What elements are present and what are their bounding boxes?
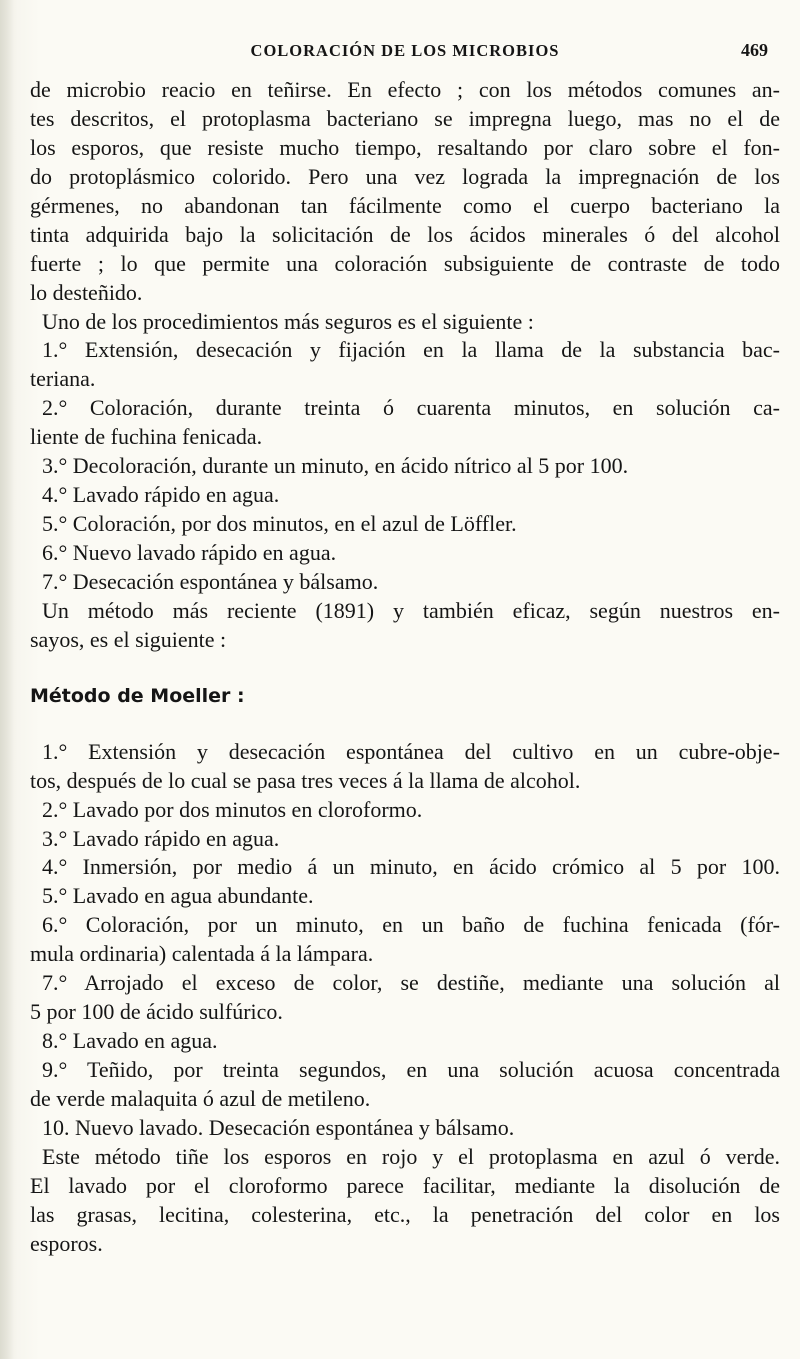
list-item: 2.° Coloración, durante treinta ó cuarenta minutos, en solución ca-: [42, 395, 780, 421]
text-line: las grasas, lecitina, colesterina, etc., la penetración del color en los: [30, 1201, 780, 1227]
running-head: COLORACIÓN DE LOS MICROBIOS: [250, 41, 560, 60]
body-text: [30, 76, 780, 1259]
list-item: 8.° Lavado en agua.: [42, 1028, 218, 1054]
text-line: Uno de los procedimientos más seguros es el siguiente :: [42, 308, 534, 334]
text-line: El lavado por el cloroformo parece facilitar, mediante la disolución de: [30, 1172, 780, 1198]
list-item: 1.° Extensión y desecación espontánea del cultivo en un cubre-obje-: [42, 738, 780, 764]
list-item: 5.° Lavado en agua abundante.: [42, 883, 314, 909]
text-line: Este método tiñe los esporos en rojo y el protoplasma en azul ó verde.: [42, 1143, 780, 1169]
text-line: fuerte ; lo que permite una coloración subsiguiente de contraste de todo: [30, 250, 780, 276]
text-line: 5 por 100 de ácido sulfúrico.: [30, 999, 283, 1025]
text-line: los esporos, que resiste mucho tiempo, resaltando por claro sobre el fon-: [30, 134, 780, 160]
text-line: de verde malaquita ó azul de metileno.: [30, 1085, 371, 1111]
text-line: liente de fuchina fenicada.: [30, 424, 263, 450]
list-item: 10. Nuevo lavado. Desecación espontánea y bálsamo.: [42, 1114, 515, 1140]
list-item: 1.° Extensión, desecación y fijación en la llama de la substancia bac-: [42, 337, 780, 363]
section-gap: [30, 711, 780, 738]
section-subheading: Método de Moeller :: [30, 684, 245, 707]
page-header: [30, 41, 780, 63]
list-item: 4.° Inmersión, por medio á un minuto, en ácido crómico al 5 por 100.: [42, 854, 780, 880]
list-item: 7.° Desecación espontánea y bálsamo.: [42, 568, 379, 594]
list-item: 9.° Teñido, por treinta segundos, en una solución acuosa concentrada: [42, 1057, 780, 1082]
list-item: 4.° Lavado rápido en agua.: [42, 482, 280, 508]
text-line: do protoplásmico colorido. Pero una vez lograda la impregnación de los: [30, 163, 780, 189]
list-item: 7.° Arrojado el exceso de color, se destiñe, mediante una solución al: [42, 970, 780, 996]
page-gutter-shadow: [0, 0, 14, 1359]
section-gap: [30, 655, 780, 682]
text-line: tinta adquirida bajo la solicitación de los ácidos minerales ó del alcohol: [30, 221, 780, 247]
text-line: tes descritos, el protoplasma bacteriano se impregna luego, mas no el de: [30, 105, 780, 131]
list-item: 3.° Lavado rápido en agua.: [42, 825, 280, 851]
text-line: lo desteñido.: [30, 279, 143, 305]
list-item: 3.° Decoloración, durante un minuto, en ácido nítrico al 5 por 100.: [42, 453, 629, 479]
text-line: gérmenes, no abandonan tan fácilmente como el cuerpo bacteriano la: [30, 192, 780, 218]
list-item: 6.° Coloración, por un minuto, en un baño de fuchina fenicada (fór-: [42, 912, 780, 938]
text-line: Un método más reciente (1891) y también eficaz, según nuestros en-: [42, 597, 780, 623]
list-item: 5.° Coloración, por dos minutos, en el azul de Löffler.: [42, 511, 517, 537]
text-line: sayos, es el siguiente :: [30, 626, 227, 652]
text-line: mula ordinaria) calentada á la lámpara.: [30, 941, 374, 967]
list-item: 6.° Nuevo lavado rápido en agua.: [42, 540, 337, 565]
text-line: de microbio reacio en teñirse. En efecto ; con los métodos comunes an-: [30, 77, 780, 102]
text-line: teriana.: [30, 366, 96, 392]
text-line: esporos.: [30, 1230, 103, 1256]
page-number: 469: [741, 40, 768, 60]
list-item: 2.° Lavado por dos minutos en cloroformo.: [42, 796, 423, 822]
text-line: tos, después de lo cual se pasa tres veces á la llama de alcohol.: [30, 767, 581, 793]
